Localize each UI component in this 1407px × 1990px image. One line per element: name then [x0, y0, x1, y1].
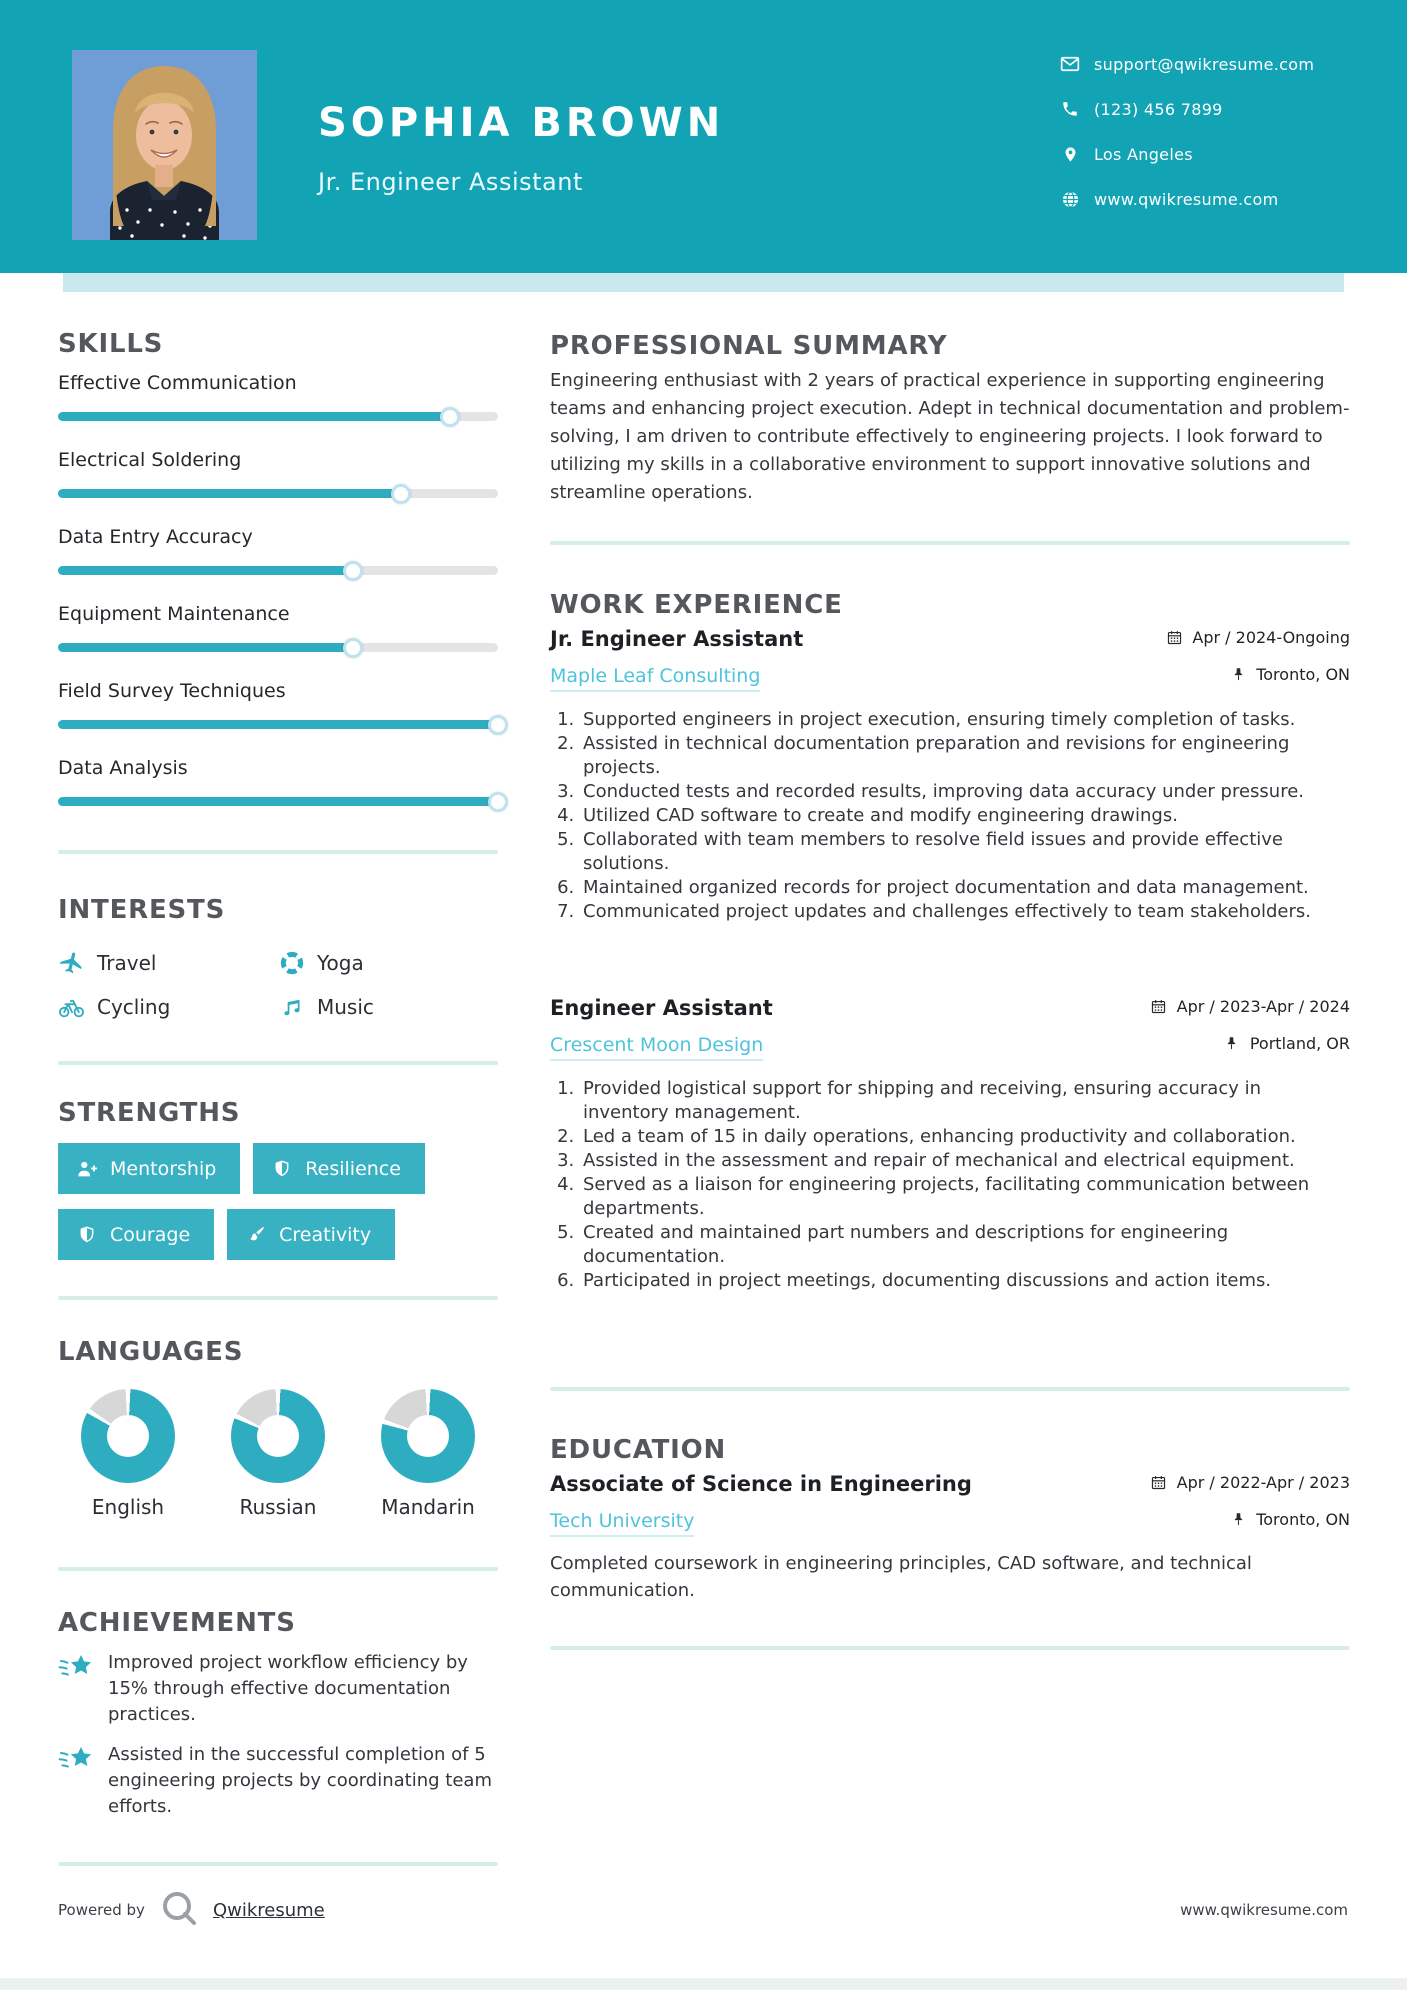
interest-item — [58, 993, 278, 1021]
person-plus-icon — [76, 1158, 98, 1180]
skill-label: Data Analysis — [58, 757, 188, 779]
languages-section — [58, 1336, 498, 1571]
shield-icon — [76, 1224, 98, 1246]
strength-label: Creativity — [279, 1223, 372, 1246]
strengths-section — [58, 1097, 498, 1300]
job-location-text: Portland, OR — [1249, 1034, 1350, 1053]
degree-title: Associate of Science in Engineering — [550, 1472, 972, 1496]
skill-item — [58, 449, 498, 504]
pushpin-icon — [1229, 1511, 1247, 1529]
divider — [550, 1387, 1350, 1391]
job-bullet: 5. Collaborated with team members to resolve field issues and provide effective solutions. — [580, 828, 1350, 876]
school-name: Tech University — [550, 1509, 694, 1537]
education-location-text: Toronto, ON — [1256, 1510, 1350, 1529]
footer-website: www.qwikresume.com — [1180, 1901, 1348, 1919]
skill-label: Data Entry Accuracy — [58, 526, 253, 548]
job-entry — [550, 626, 1350, 924]
skill-item — [58, 372, 498, 427]
content — [0, 292, 1407, 1872]
shield-icon — [271, 1158, 293, 1180]
language-item — [366, 1389, 490, 1519]
calendar-icon — [1165, 629, 1183, 647]
person-name: SOPHIA BROWN — [318, 100, 725, 146]
qwikresume-logo — [159, 1888, 199, 1932]
language-item — [216, 1389, 340, 1519]
language-item — [66, 1389, 190, 1519]
powered-by — [58, 1888, 325, 1932]
job-bullet: 6. Participated in project meetings, documenting discussions and action items. — [580, 1269, 1350, 1293]
job-bullet: 2. Assisted in technical documentation preparation and revisions for engineering projects. — [580, 732, 1350, 780]
strength-badge — [227, 1209, 395, 1260]
skills-section — [58, 328, 498, 854]
strengths-heading: STRENGTHS — [58, 1098, 241, 1128]
calendar-icon — [1150, 1474, 1168, 1492]
education-entry — [550, 1471, 1350, 1604]
job-bullet: 5. Created and maintained part numbers and descriptions for engineering documentation. — [580, 1221, 1350, 1269]
language-label: Mandarin — [381, 1495, 475, 1519]
job-dates — [1165, 628, 1350, 647]
interests-heading: INTERESTS — [58, 895, 226, 925]
strength-label: Mentorship — [110, 1157, 217, 1180]
skill-bar — [58, 484, 498, 504]
strength-label: Resilience — [305, 1157, 401, 1180]
shooting-star-icon — [58, 1742, 94, 1820]
job-location-text: Toronto, ON — [1256, 665, 1350, 684]
job-location — [1223, 1034, 1350, 1053]
skill-bar — [58, 638, 498, 658]
slider-knob — [343, 561, 363, 581]
skill-label: Electrical Soldering — [58, 449, 242, 471]
job-title: Engineer Assistant — [550, 996, 773, 1020]
skill-label: Equipment Maintenance — [58, 603, 290, 625]
education-dates-text: Apr / 2022-Apr / 2023 — [1176, 1473, 1350, 1492]
skill-bar — [58, 407, 498, 427]
divider — [550, 541, 1350, 545]
achievement-item — [58, 1650, 498, 1728]
bicycle-icon — [58, 994, 85, 1021]
achievements-heading: ACHIEVEMENTS — [58, 1608, 296, 1638]
job-bullet-list — [550, 1077, 1350, 1293]
skill-bar — [58, 715, 498, 735]
language-donut-chart — [381, 1389, 475, 1483]
contact-list — [1060, 52, 1314, 232]
powered-by-label: Powered by — [58, 1901, 145, 1919]
pushpin-icon — [1229, 666, 1247, 684]
education-description: Completed coursework in engineering principles, CAD software, and technical communication. — [550, 1553, 1252, 1601]
header-accent-band — [63, 273, 1344, 292]
job-title: Jr. Engineer Assistant — [550, 627, 804, 651]
contact-phone-text: (123) 456 7899 — [1094, 99, 1223, 119]
job-location — [1229, 665, 1350, 684]
language-donut-chart — [231, 1389, 325, 1483]
job-bullet: 7. Communicated project updates and challenges effectively to team stakeholders. — [580, 900, 1350, 924]
summary-heading: PROFESSIONAL SUMMARY — [550, 331, 948, 361]
job-dates — [1150, 997, 1350, 1016]
slider-knob — [391, 484, 411, 504]
job-bullet: 3. Conducted tests and recorded results, improving data accuracy under pressure. — [580, 780, 1350, 804]
language-label: English — [91, 1495, 165, 1519]
interest-item — [278, 993, 498, 1021]
slider-knob — [488, 715, 508, 735]
divider — [58, 1567, 498, 1571]
slider-knob — [440, 407, 460, 427]
interest-item — [58, 949, 278, 977]
right-column — [550, 292, 1350, 1650]
divider — [58, 1862, 498, 1866]
job-bullet: 1. Supported engineers in project execution, ensuring timely completion of tasks. — [580, 708, 1350, 732]
contact-email-text: support@qwikresume.com — [1094, 54, 1315, 74]
experience-heading: WORK EXPERIENCE — [550, 590, 843, 620]
calendar-icon — [1150, 998, 1168, 1016]
contact-website — [1060, 187, 1314, 211]
divider — [58, 1296, 498, 1300]
shooting-star-icon — [58, 1650, 94, 1728]
education-location — [1229, 1510, 1350, 1529]
music-icon — [278, 994, 305, 1021]
divider — [58, 1061, 498, 1065]
contact-email — [1060, 52, 1314, 76]
profile-photo — [72, 50, 257, 240]
summary-section — [550, 330, 1350, 545]
email-icon — [1060, 54, 1080, 74]
job-bullet: 4. Utilized CAD software to create and modify engineering drawings. — [580, 804, 1350, 828]
education-heading: EDUCATION — [550, 1435, 727, 1465]
skills-heading: SKILLS — [58, 329, 164, 359]
job-bullet-list — [550, 708, 1350, 924]
contact-website-text: www.qwikresume.com — [1094, 189, 1279, 209]
slider-knob — [488, 792, 508, 812]
strength-badge — [58, 1209, 214, 1260]
experience-section — [550, 589, 1350, 1391]
page-bottom-strip — [0, 1978, 1407, 1990]
plane-icon — [58, 950, 85, 977]
skill-label: Field Survey Techniques — [58, 680, 286, 702]
achievement-item — [58, 1742, 498, 1820]
education-section — [550, 1434, 1350, 1650]
achievements-section — [58, 1607, 498, 1866]
divider — [58, 850, 498, 854]
interest-label: Music — [317, 995, 374, 1019]
brush-icon — [245, 1224, 267, 1246]
job-entry — [550, 995, 1350, 1293]
interest-label: Travel — [97, 951, 157, 975]
qwikresume-link[interactable]: Qwikresume — [212, 1899, 325, 1921]
location-icon — [1060, 144, 1080, 164]
job-bullet: 4. Served as a liaison for engineering projects, facilitating communication between departments. — [580, 1173, 1350, 1221]
job-dates-text: Apr / 2024-Ongoing — [1192, 628, 1350, 647]
interests-section — [58, 894, 498, 1065]
language-donut-chart — [81, 1389, 175, 1483]
strength-label: Courage — [110, 1223, 191, 1246]
achievement-text: Assisted in the successful completion of 5 engineering projects by coordinating team efforts. — [108, 1744, 492, 1817]
job-bullet: 2. Led a team of 15 in daily operations, enhancing productivity and collaboration. — [580, 1125, 1350, 1149]
person-title: Jr. Engineer Assistant — [318, 168, 583, 196]
contact-phone — [1060, 97, 1314, 121]
left-column — [58, 292, 498, 1866]
achievement-text: Improved project workflow efficiency by 15% through effective documentation practices. — [108, 1652, 468, 1725]
skill-bar — [58, 561, 498, 581]
summary-text: Engineering enthusiast with 2 years of practical experience in supporting engineering teams and enhancing project execution. Adept in technical documentation and problem-solving, I am driven to contribute effectively to engineering projects. I look forward to utilizing my skills in a collaborative environment to support innovative solutions and streamline operations. — [550, 370, 1350, 503]
phone-icon — [1060, 99, 1080, 119]
skill-bar — [58, 792, 498, 812]
footer — [58, 1886, 1348, 1934]
job-bullet: 3. Assisted in the assessment and repair of mechanical and electrical equipment. — [580, 1149, 1350, 1173]
language-label: Russian — [239, 1495, 317, 1519]
job-company: Maple Leaf Consulting — [550, 664, 760, 692]
job-bullet: 6. Maintained organized records for project documentation and data management. — [580, 876, 1350, 900]
contact-location — [1060, 142, 1314, 166]
skill-item — [58, 757, 498, 812]
job-dates-text: Apr / 2023-Apr / 2024 — [1176, 997, 1350, 1016]
interest-item — [278, 949, 498, 977]
job-bullet: 1. Provided logistical support for shipping and receiving, ensuring accuracy in inventory management. — [580, 1077, 1350, 1125]
education-dates — [1150, 1473, 1350, 1492]
skill-item — [58, 680, 498, 735]
strength-badge — [58, 1143, 240, 1194]
lifebuoy-icon — [278, 950, 305, 977]
interest-label: Yoga — [317, 951, 364, 975]
divider — [550, 1646, 1350, 1650]
job-company: Crescent Moon Design — [550, 1033, 763, 1061]
skill-label: Effective Communication — [58, 372, 297, 394]
languages-heading: LANGUAGES — [58, 1337, 244, 1367]
slider-knob — [343, 638, 363, 658]
interest-label: Cycling — [97, 995, 171, 1019]
contact-location-text: Los Angeles — [1094, 144, 1193, 164]
pushpin-icon — [1223, 1035, 1241, 1053]
strength-badge — [253, 1143, 425, 1194]
skill-item — [58, 603, 498, 658]
skill-item — [58, 526, 498, 581]
header — [0, 0, 1407, 273]
globe-icon — [1060, 189, 1080, 209]
